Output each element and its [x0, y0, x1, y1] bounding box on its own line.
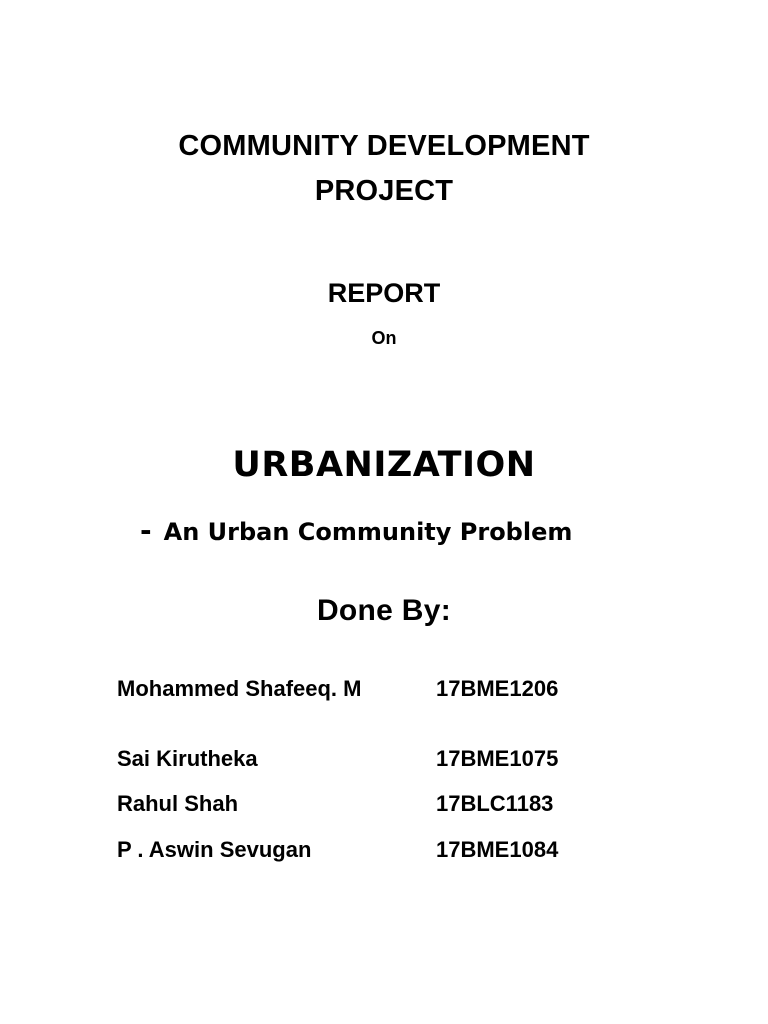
done-by-label: Done By: [316, 594, 452, 627]
member-id: 17BME1206 [436, 676, 559, 701]
member-name: P . Aswin Sevugan [117, 837, 312, 862]
subtitle-dash: - [140, 514, 152, 547]
member-row [0, 791, 768, 823]
topic-heading: URBANIZATION [232, 445, 536, 485]
member-row [0, 746, 768, 778]
member-name: Mohammed Shafeeq. M [117, 676, 362, 701]
member-name: Rahul Shah [117, 791, 239, 816]
report-label: REPORT [327, 278, 441, 308]
on-label: On [371, 328, 397, 348]
title-line-2: PROJECT [314, 175, 454, 207]
title-line-1: COMMUNITY DEVELOPMENT [178, 130, 590, 162]
member-row [0, 676, 768, 708]
subtitle-text: An Urban Community Problem [163, 518, 573, 546]
member-id: 17BME1075 [436, 746, 559, 771]
subtitle [140, 514, 572, 547]
member-row [0, 837, 768, 869]
member-name: Sai Kirutheka [117, 746, 258, 771]
member-id: 17BME1084 [436, 837, 559, 862]
member-id: 17BLC1183 [436, 791, 554, 816]
